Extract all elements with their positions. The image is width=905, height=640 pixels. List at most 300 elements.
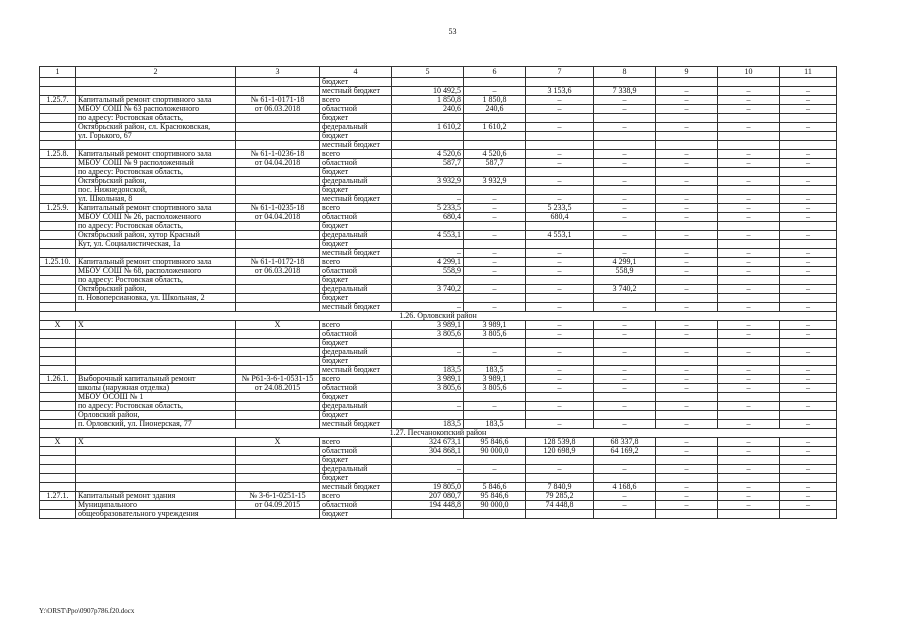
value-cell: 4 299,1 xyxy=(392,258,464,267)
item-description: по адресу: Ростовская область, xyxy=(76,114,236,123)
value-cell xyxy=(594,240,656,249)
item-number xyxy=(40,411,76,420)
budget-source: всего xyxy=(320,321,392,330)
table-row xyxy=(40,348,837,357)
table-row xyxy=(40,384,837,393)
item-number xyxy=(40,267,76,276)
value-cell: – xyxy=(718,501,780,510)
table-row xyxy=(40,474,837,483)
value-cell xyxy=(718,393,780,402)
value-cell xyxy=(526,411,594,420)
value-cell: – xyxy=(594,123,656,132)
value-cell: – xyxy=(526,249,594,258)
value-cell: – xyxy=(656,159,718,168)
table-row xyxy=(40,411,837,420)
value-cell: – xyxy=(464,402,526,411)
permit-reference xyxy=(236,483,320,492)
value-cell xyxy=(718,339,780,348)
item-number: 1.27.1. xyxy=(40,492,76,501)
value-cell: – xyxy=(718,159,780,168)
value-cell xyxy=(780,114,837,123)
item-description: Октябрьский район, сл. Красюковская, xyxy=(76,123,236,132)
value-cell: 3 805,6 xyxy=(464,384,526,393)
item-description xyxy=(76,330,236,339)
value-cell: 1 610,2 xyxy=(464,123,526,132)
value-cell: 587,7 xyxy=(392,159,464,168)
column-header: 11 xyxy=(780,67,837,78)
budget-source: всего xyxy=(320,96,392,105)
value-cell: – xyxy=(718,267,780,276)
value-cell: – xyxy=(780,348,837,357)
value-cell: 3 805,6 xyxy=(464,330,526,339)
value-cell: – xyxy=(780,366,837,375)
value-cell xyxy=(656,510,718,519)
item-number xyxy=(40,348,76,357)
value-cell xyxy=(526,132,594,141)
value-cell xyxy=(780,393,837,402)
value-cell: 7 338,9 xyxy=(594,87,656,96)
value-cell: 5 233,5 xyxy=(392,204,464,213)
item-number xyxy=(40,330,76,339)
value-cell: – xyxy=(656,177,718,186)
budget-source: местный бюджет xyxy=(320,366,392,375)
value-cell xyxy=(594,456,656,465)
table-row xyxy=(40,276,837,285)
permit-reference: № 61-1-0172-18 xyxy=(236,258,320,267)
value-cell xyxy=(780,186,837,195)
value-cell xyxy=(780,168,837,177)
table-row xyxy=(40,177,837,186)
value-cell: – xyxy=(656,105,718,114)
value-cell xyxy=(464,339,526,348)
value-cell xyxy=(780,78,837,87)
value-cell xyxy=(594,114,656,123)
value-cell: 183,5 xyxy=(392,366,464,375)
item-number xyxy=(40,177,76,186)
permit-reference: Х xyxy=(236,321,320,330)
value-cell: – xyxy=(464,267,526,276)
value-cell: 3 805,6 xyxy=(392,384,464,393)
item-number xyxy=(40,141,76,150)
value-cell: – xyxy=(594,330,656,339)
value-cell: – xyxy=(464,213,526,222)
value-cell: – xyxy=(718,447,780,456)
item-description: Муниципального xyxy=(76,501,236,510)
value-cell: 7 840,9 xyxy=(526,483,594,492)
value-cell: 95 846,6 xyxy=(464,438,526,447)
table-row xyxy=(40,249,837,258)
value-cell: – xyxy=(526,420,594,429)
table-row xyxy=(40,321,837,330)
value-cell xyxy=(780,510,837,519)
value-cell: – xyxy=(594,204,656,213)
budget-source: бюджет xyxy=(320,474,392,483)
value-cell xyxy=(392,276,464,285)
value-cell: – xyxy=(526,285,594,294)
value-cell xyxy=(392,114,464,123)
item-description xyxy=(76,465,236,474)
table-row xyxy=(40,510,837,519)
table-row xyxy=(40,204,837,213)
value-cell xyxy=(718,114,780,123)
value-cell: – xyxy=(656,231,718,240)
table-row xyxy=(40,339,837,348)
value-cell xyxy=(594,357,656,366)
value-cell: – xyxy=(594,150,656,159)
value-cell: – xyxy=(594,105,656,114)
value-cell xyxy=(656,168,718,177)
value-cell xyxy=(526,276,594,285)
value-cell: – xyxy=(718,384,780,393)
item-number xyxy=(40,222,76,231)
value-cell xyxy=(718,510,780,519)
value-cell: – xyxy=(464,258,526,267)
value-cell: – xyxy=(464,249,526,258)
value-cell xyxy=(780,474,837,483)
value-cell xyxy=(392,222,464,231)
permit-reference: № 3-6-1-0251-15 xyxy=(236,492,320,501)
table-row xyxy=(40,420,837,429)
value-cell xyxy=(656,141,718,150)
item-number xyxy=(40,420,76,429)
item-number xyxy=(40,339,76,348)
value-cell: – xyxy=(594,420,656,429)
item-description: МБОУ СОШ № 9 расположенный xyxy=(76,159,236,168)
value-cell: – xyxy=(718,195,780,204)
table-row xyxy=(40,294,837,303)
value-cell xyxy=(594,141,656,150)
item-number xyxy=(40,501,76,510)
item-number xyxy=(40,510,76,519)
value-cell xyxy=(464,141,526,150)
item-description: п. Новоперсиановка, ул. Школьная, 2 xyxy=(76,294,236,303)
permit-reference: № Р61-3-6-1-0531-15 xyxy=(236,375,320,384)
table-row xyxy=(40,141,837,150)
budget-source: бюджет xyxy=(320,357,392,366)
value-cell xyxy=(656,294,718,303)
value-cell: – xyxy=(526,348,594,357)
budget-source: бюджет xyxy=(320,186,392,195)
value-cell xyxy=(392,78,464,87)
budget-source: всего xyxy=(320,492,392,501)
permit-reference xyxy=(236,114,320,123)
value-cell: – xyxy=(718,96,780,105)
value-cell: – xyxy=(526,105,594,114)
value-cell: 90 000,0 xyxy=(464,501,526,510)
value-cell: – xyxy=(526,96,594,105)
permit-reference xyxy=(236,294,320,303)
budget-source: областной xyxy=(320,267,392,276)
item-description: Х xyxy=(76,438,236,447)
budget-source: областной xyxy=(320,330,392,339)
value-cell: – xyxy=(656,150,718,159)
permit-reference xyxy=(236,402,320,411)
value-cell: – xyxy=(718,438,780,447)
section-title: 1.27. Песчанокопский район xyxy=(40,429,837,438)
value-cell xyxy=(594,222,656,231)
column-header: 9 xyxy=(656,67,718,78)
item-number: 1.25.7. xyxy=(40,96,76,105)
permit-reference xyxy=(236,411,320,420)
item-description: Капитальный ремонт здания xyxy=(76,492,236,501)
permit-reference xyxy=(236,195,320,204)
value-cell xyxy=(392,510,464,519)
value-cell: – xyxy=(780,465,837,474)
value-cell xyxy=(464,294,526,303)
value-cell: 3 989,1 xyxy=(464,321,526,330)
permit-reference xyxy=(236,285,320,294)
permit-reference xyxy=(236,456,320,465)
item-description: школы (наружная отделка) xyxy=(76,384,236,393)
table-row xyxy=(40,330,837,339)
value-cell xyxy=(526,168,594,177)
value-cell xyxy=(780,132,837,141)
budget-source: федеральный xyxy=(320,402,392,411)
budget-table xyxy=(39,66,837,519)
value-cell: 5 846,6 xyxy=(464,483,526,492)
column-header: 4 xyxy=(320,67,392,78)
value-cell: – xyxy=(780,483,837,492)
value-cell xyxy=(718,294,780,303)
value-cell xyxy=(594,411,656,420)
item-number xyxy=(40,285,76,294)
value-cell: – xyxy=(656,375,718,384)
table-row xyxy=(40,465,837,474)
value-cell: – xyxy=(464,285,526,294)
value-cell: – xyxy=(718,249,780,258)
column-header: 6 xyxy=(464,67,526,78)
budget-source: всего xyxy=(320,204,392,213)
budget-source: областной xyxy=(320,159,392,168)
permit-reference: от 06.03.2018 xyxy=(236,267,320,276)
value-cell: 1 850,8 xyxy=(392,96,464,105)
value-cell: – xyxy=(656,249,718,258)
budget-source: областной xyxy=(320,447,392,456)
table-row xyxy=(40,402,837,411)
item-number xyxy=(40,456,76,465)
item-description xyxy=(76,141,236,150)
permit-reference: от 04.09.2015 xyxy=(236,501,320,510)
value-cell: – xyxy=(526,150,594,159)
value-cell: 4 299,1 xyxy=(594,258,656,267)
value-cell xyxy=(526,510,594,519)
value-cell: – xyxy=(594,348,656,357)
value-cell: – xyxy=(780,384,837,393)
permit-reference xyxy=(236,78,320,87)
value-cell xyxy=(718,78,780,87)
value-cell: 1 610,2 xyxy=(392,123,464,132)
value-cell: – xyxy=(464,87,526,96)
value-cell xyxy=(526,393,594,402)
value-cell: 3 153,6 xyxy=(526,87,594,96)
value-cell xyxy=(464,474,526,483)
value-cell: – xyxy=(594,177,656,186)
item-description xyxy=(76,249,236,258)
item-number xyxy=(40,474,76,483)
item-description: общеобразовательного учреждения xyxy=(76,510,236,519)
table-row xyxy=(40,375,837,384)
value-cell xyxy=(718,474,780,483)
value-cell: – xyxy=(656,87,718,96)
value-cell: – xyxy=(780,438,837,447)
item-description: Капитальный ремонт спортивного зала xyxy=(76,96,236,105)
value-cell xyxy=(780,222,837,231)
permit-reference xyxy=(236,393,320,402)
value-cell xyxy=(392,339,464,348)
value-cell: – xyxy=(464,195,526,204)
permit-reference xyxy=(236,474,320,483)
value-cell: – xyxy=(718,321,780,330)
item-description: Октябрьский район, хутор Красный xyxy=(76,231,236,240)
value-cell: – xyxy=(656,447,718,456)
item-description: Выборочный капитальный ремонт xyxy=(76,375,236,384)
value-cell: – xyxy=(656,501,718,510)
value-cell xyxy=(656,78,718,87)
item-number: Х xyxy=(40,321,76,330)
value-cell: – xyxy=(718,258,780,267)
value-cell: 4 553,1 xyxy=(526,231,594,240)
value-cell: – xyxy=(594,195,656,204)
value-cell: – xyxy=(718,204,780,213)
item-description: Орловский район, xyxy=(76,411,236,420)
value-cell xyxy=(656,339,718,348)
value-cell: – xyxy=(718,420,780,429)
value-cell xyxy=(464,276,526,285)
value-cell: – xyxy=(656,303,718,312)
value-cell: 558,9 xyxy=(392,267,464,276)
value-cell: 558,9 xyxy=(594,267,656,276)
value-cell: 3 805,6 xyxy=(392,330,464,339)
section-row xyxy=(40,312,837,321)
budget-source: бюджет xyxy=(320,510,392,519)
value-cell: – xyxy=(718,483,780,492)
permit-reference: от 04.04.2018 xyxy=(236,159,320,168)
value-cell xyxy=(594,186,656,195)
value-cell: 4 520,6 xyxy=(392,150,464,159)
value-cell xyxy=(392,456,464,465)
value-cell xyxy=(464,132,526,141)
value-cell xyxy=(464,357,526,366)
value-cell: 3 989,1 xyxy=(464,375,526,384)
value-cell: – xyxy=(656,384,718,393)
value-cell xyxy=(392,474,464,483)
item-description: по адресу: Ростовская область, xyxy=(76,222,236,231)
value-cell: – xyxy=(718,150,780,159)
value-cell: 5 233,5 xyxy=(526,204,594,213)
value-cell: – xyxy=(392,195,464,204)
item-number xyxy=(40,195,76,204)
value-cell: – xyxy=(526,375,594,384)
permit-reference xyxy=(236,276,320,285)
table-row xyxy=(40,222,837,231)
value-cell xyxy=(526,474,594,483)
value-cell xyxy=(526,294,594,303)
value-cell: – xyxy=(392,465,464,474)
column-header: 2 xyxy=(76,67,236,78)
item-description: МБОУ ОСОШ № 1 xyxy=(76,393,236,402)
column-header: 7 xyxy=(526,67,594,78)
value-cell xyxy=(594,294,656,303)
budget-source: федеральный xyxy=(320,348,392,357)
value-cell: 183,5 xyxy=(464,366,526,375)
value-cell xyxy=(718,276,780,285)
item-description xyxy=(76,78,236,87)
permit-reference xyxy=(236,87,320,96)
value-cell: 4 520,6 xyxy=(464,150,526,159)
item-number xyxy=(40,483,76,492)
value-cell: – xyxy=(464,348,526,357)
value-cell xyxy=(526,357,594,366)
column-header: 1 xyxy=(40,67,76,78)
value-cell: – xyxy=(780,501,837,510)
value-cell: – xyxy=(594,249,656,258)
value-cell xyxy=(464,186,526,195)
column-header: 10 xyxy=(718,67,780,78)
value-cell xyxy=(392,240,464,249)
value-cell: – xyxy=(718,348,780,357)
value-cell: 3 932,9 xyxy=(464,177,526,186)
value-cell xyxy=(594,78,656,87)
value-cell xyxy=(526,141,594,150)
item-number xyxy=(40,159,76,168)
budget-source: областной xyxy=(320,105,392,114)
item-number xyxy=(40,123,76,132)
item-description: МБОУ СОШ № 68, расположенного xyxy=(76,267,236,276)
table-row xyxy=(40,231,837,240)
item-number: 1.25.10. xyxy=(40,258,76,267)
table-row xyxy=(40,240,837,249)
value-cell: – xyxy=(718,231,780,240)
value-cell: – xyxy=(780,447,837,456)
value-cell: 10 492,5 xyxy=(392,87,464,96)
column-header: 8 xyxy=(594,67,656,78)
item-number xyxy=(40,132,76,141)
budget-source: всего xyxy=(320,438,392,447)
table-row xyxy=(40,186,837,195)
value-cell: – xyxy=(656,267,718,276)
value-cell: 324 673,1 xyxy=(392,438,464,447)
table-row xyxy=(40,105,837,114)
file-path-footer: Y:\ORST\Ppo\0907p786.f20.docx xyxy=(39,607,135,615)
value-cell: – xyxy=(526,267,594,276)
value-cell xyxy=(594,168,656,177)
item-number: Х xyxy=(40,438,76,447)
table-row xyxy=(40,447,837,456)
permit-reference xyxy=(236,303,320,312)
value-cell xyxy=(594,510,656,519)
value-cell: – xyxy=(780,123,837,132)
value-cell: – xyxy=(594,231,656,240)
value-cell: – xyxy=(526,321,594,330)
value-cell xyxy=(392,186,464,195)
value-cell xyxy=(656,276,718,285)
value-cell: 128 539,8 xyxy=(526,438,594,447)
value-cell: – xyxy=(594,321,656,330)
value-cell: – xyxy=(656,330,718,339)
value-cell: – xyxy=(780,231,837,240)
value-cell xyxy=(464,114,526,123)
permit-reference: Х xyxy=(236,438,320,447)
value-cell: – xyxy=(594,366,656,375)
value-cell xyxy=(780,411,837,420)
permit-reference xyxy=(236,348,320,357)
value-cell: – xyxy=(780,195,837,204)
value-cell: – xyxy=(656,465,718,474)
value-cell: 183,5 xyxy=(464,420,526,429)
value-cell: – xyxy=(594,384,656,393)
page-number: 53 xyxy=(448,27,457,36)
value-cell: – xyxy=(656,438,718,447)
